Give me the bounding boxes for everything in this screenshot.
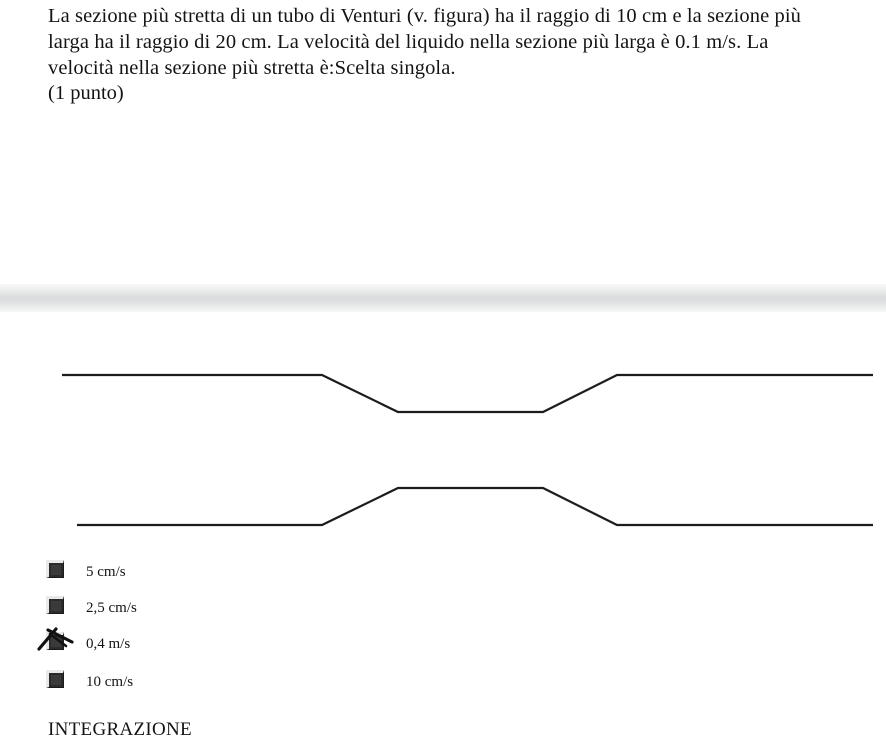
option-10-cm-s[interactable] <box>40 668 300 692</box>
option-5-cm-s[interactable] <box>40 558 300 582</box>
question-line-3: velocità nella sezione più stretta è:Scelta singola. <box>48 57 456 79</box>
option-0-4-m-s[interactable] <box>40 630 300 654</box>
question-line-1: La sezione più stretta di un tubo di Venturi (v. figura) ha il raggio di 10 cm e la sezione più <box>48 5 801 27</box>
venturi-tube-diagram <box>0 340 886 540</box>
option-label: 10 cm/s <box>86 674 134 690</box>
checkbox-icon[interactable] <box>46 596 64 614</box>
divider-band <box>0 284 886 312</box>
option-label: 5 cm/s <box>86 564 126 580</box>
points-label: (1 punto) <box>48 82 124 104</box>
question-text <box>48 3 878 81</box>
question-line-2: larga ha il raggio di 20 cm. La velocità del liquido nella sezione più larga è 0.1 m/s. La <box>48 31 769 53</box>
checkbox-icon[interactable] <box>46 560 64 578</box>
x-mark-icon <box>36 624 76 654</box>
venturi-lower-wall <box>77 488 873 525</box>
section-heading-integrazione: INTEGRAZIONE <box>48 719 192 740</box>
option-2-5-cm-s[interactable] <box>40 594 300 618</box>
option-label: 2,5 cm/s <box>86 600 137 616</box>
checkbox-icon[interactable] <box>46 670 64 688</box>
venturi-upper-wall <box>62 375 873 412</box>
option-label: 0,4 m/s <box>86 636 131 652</box>
